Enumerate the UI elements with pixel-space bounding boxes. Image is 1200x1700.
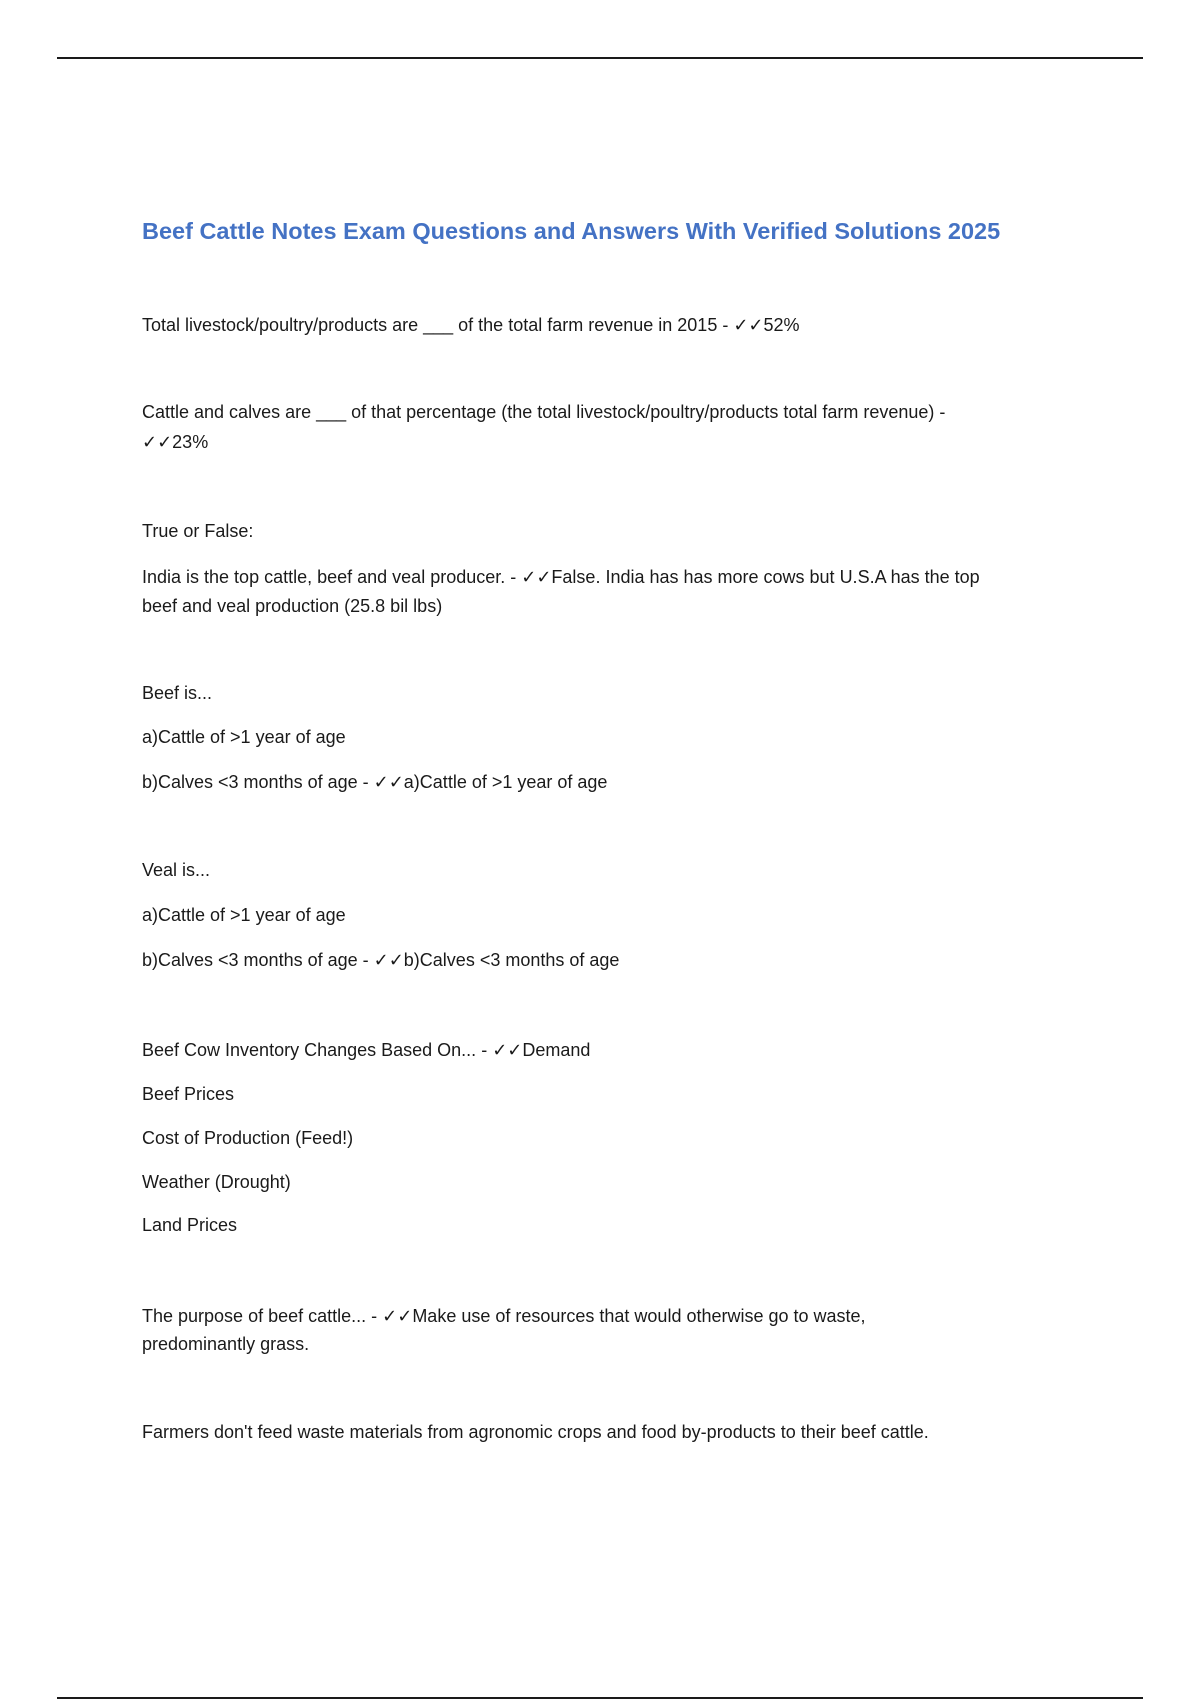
q6-answer-demand: Demand	[522, 1040, 591, 1060]
q6-answer-weather: Weather (Drought)	[142, 1172, 291, 1192]
q3-line	[142, 563, 980, 592]
q1-answer: 52%	[763, 315, 800, 335]
q7-line	[142, 1302, 866, 1331]
q7-answer: Make use of resources that would otherwise go to waste,	[412, 1306, 866, 1326]
q1-question: Total livestock/poultry/products are ___ of the total farm revenue in 2015 -	[142, 315, 734, 335]
q5-answer: b)Calves <3 months of age	[403, 950, 620, 970]
q5-option-a: a)Cattle of >1 year of age	[142, 905, 346, 925]
checkmark-icon: ✓✓	[373, 950, 404, 971]
checkmark-icon: ✓✓	[142, 432, 173, 453]
q4-prompt: Beef is...	[142, 683, 213, 703]
checkmark-icon: ✓✓	[382, 1306, 413, 1327]
q6-answer-cost-of-production: Cost of Production (Feed!)	[142, 1128, 354, 1148]
q8-text: Farmers don't feed waste materials from agronomic crops and food by-products to their beef cattle.	[142, 1422, 929, 1442]
q6-line	[142, 1036, 590, 1065]
q6-answer-beef-prices: Beef Prices	[142, 1084, 235, 1104]
q3-answer: False. India has has more cows but U.S.A has the top	[551, 567, 980, 587]
q4-answer: a)Cattle of >1 year of age	[403, 772, 608, 792]
q7-question: The purpose of beef cattle... -	[142, 1306, 383, 1326]
checkmark-icon: ✓✓	[373, 772, 404, 793]
q3-answer-continued: beef and veal production (25.8 bil lbs)	[142, 596, 443, 616]
q6-answer-land-prices: Land Prices	[142, 1215, 238, 1235]
top-rule	[57, 57, 1143, 59]
q5-line	[142, 946, 619, 975]
checkmark-icon: ✓✓	[733, 315, 764, 336]
q2-answer: 23%	[172, 432, 209, 452]
q2-question: Cattle and calves are ___ of that percentage (the total livestock/poultry/products total farm revenue) -	[142, 402, 946, 422]
checkmark-icon: ✓✓	[521, 567, 552, 588]
q4-option-a: a)Cattle of >1 year of age	[142, 727, 346, 747]
document-title: Beef Cattle Notes Exam Questions and Answers With Verified Solutions 2025	[142, 218, 1001, 244]
q4-option-b: b)Calves <3 months of age -	[142, 772, 374, 792]
checkmark-icon: ✓✓	[492, 1040, 523, 1061]
q6-question: Beef Cow Inventory Changes Based On... -	[142, 1040, 493, 1060]
q7-answer-continued: predominantly grass.	[142, 1334, 310, 1354]
q4-line	[142, 768, 607, 797]
q2-answer-line	[142, 428, 208, 457]
q3-question: India is the top cattle, beef and veal producer. -	[142, 567, 522, 587]
q3-prompt: True or False:	[142, 521, 254, 541]
q5-option-b: b)Calves <3 months of age -	[142, 950, 374, 970]
q1-line	[142, 311, 800, 340]
bottom-rule	[57, 1697, 1143, 1699]
q5-prompt: Veal is...	[142, 860, 211, 880]
